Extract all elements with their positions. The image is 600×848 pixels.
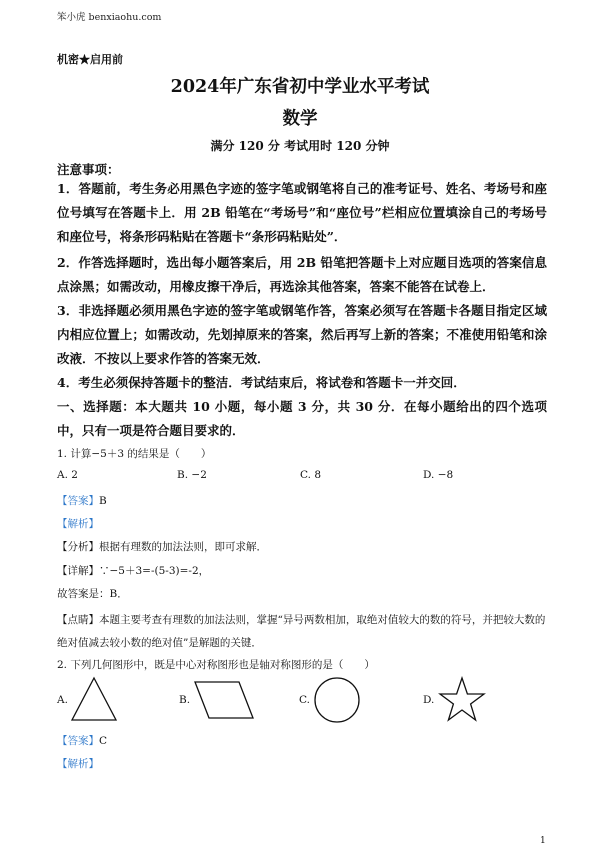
xiangjie-text: ∵−5＋3=-(5-3)=-2，	[99, 565, 210, 577]
q1-conclusion: 故答案是：B．	[57, 588, 128, 600]
q1-answer-value: B	[99, 495, 107, 507]
exam-title: 2024年广东省初中学业水平考试	[170, 77, 430, 97]
q1-option-d: D. −8	[423, 469, 454, 481]
star-icon	[437, 676, 487, 724]
q2-analysis-tag: 【解析】	[57, 758, 99, 770]
q2-stem: 2. 下列几何图形中，既是中心对称图形也是轴对称图形的是（ ）	[57, 659, 375, 671]
answer-tag: 【答案】	[57, 735, 99, 747]
section-heading: 一、选择题：本大题共 10 小题，每小题 3 分，共 30 分．在每小题给出的四个选项中，只有一项是符合题目要求的．	[57, 399, 547, 438]
q1-fenxi	[57, 539, 267, 554]
page-number: 1	[540, 836, 546, 846]
q1-stem: 1. 计算−5＋3 的结果是（ ）	[57, 448, 212, 460]
q2-option-c-label: C.	[299, 694, 310, 706]
notice-heading: 注意事项：	[57, 162, 120, 177]
fenxi-text: 根据有理数的加法法则，即可求解．	[99, 541, 267, 553]
parallelogram-icon	[193, 676, 255, 724]
q2-option-b-label: B.	[179, 694, 191, 706]
answer-tag: 【答案】	[57, 495, 99, 507]
xiangjie-tag: 【详解】	[57, 565, 99, 577]
q1-option-c: C. 8	[300, 469, 322, 481]
notice-item-1: 1．答题前，考生务必用黑色字迹的签字笔或钢笔将自己的准考证号、姓名、考场号和座位号填写在答题卡上．用 2B 铅笔在“考场号”和“座位号”栏相应位置填涂自己的考场号和座位号，将条形码粘贴在答题卡“条形码粘贴处”．	[57, 181, 547, 244]
q2-answer	[57, 733, 107, 748]
notice-item-2: 2．作答选择题时，选出每小题答案后，用 2B 铅笔把答题卡上对应题目选项的答案信息点涂黑；如需改动，用橡皮擦干净后，再选涂其他答案，答案不能答在试卷上．	[57, 255, 547, 294]
dianjing-text: 本题主要考查有理数的加法法则，掌握“异号两数相加，取绝对值较大的数的符号，并把较大数的绝对值减去较小数的绝对值”是解题的关键．	[57, 614, 546, 649]
q1-option-a: A. 2	[57, 469, 78, 481]
notice-item-3: 3．非选择题必须用黑色字迹的签字笔或钢笔作答，答案必须写在答题卡各题目指定区域内相应位置上；如需改动，先划掉原来的答案，然后再写上新的答案；不准使用铅笔和涂改液．不按以上要求作答的答案无效．	[57, 303, 547, 366]
q1-analysis-tag: 【解析】	[57, 518, 99, 530]
q2-answer-value: C	[99, 735, 108, 747]
q1-option-b: B. −2	[177, 469, 207, 481]
q2-option-d-label: D.	[423, 694, 435, 706]
exam-subject: 数学	[282, 109, 318, 129]
q1-xiangjie	[57, 563, 209, 578]
circle-icon	[313, 676, 361, 724]
q1-dianjing	[57, 609, 547, 655]
q1-answer	[57, 493, 107, 508]
q2-option-a-label: A.	[57, 694, 68, 706]
site-watermark: 笨小虎 benxiaohu.com	[57, 12, 162, 23]
dianjing-tag: 【点睛】	[57, 614, 99, 626]
notice-item-4: 4．考生必须保持答题卡的整洁．考试结束后，将试卷和答题卡一并交回．	[57, 375, 466, 390]
q2-options	[57, 676, 507, 724]
triangle-icon	[69, 676, 119, 724]
fenxi-tag: 【分析】	[57, 541, 99, 553]
secret-label: 机密★启用前	[57, 53, 123, 66]
exam-info: 满分 120 分 考试用时 120 分钟	[210, 139, 390, 153]
